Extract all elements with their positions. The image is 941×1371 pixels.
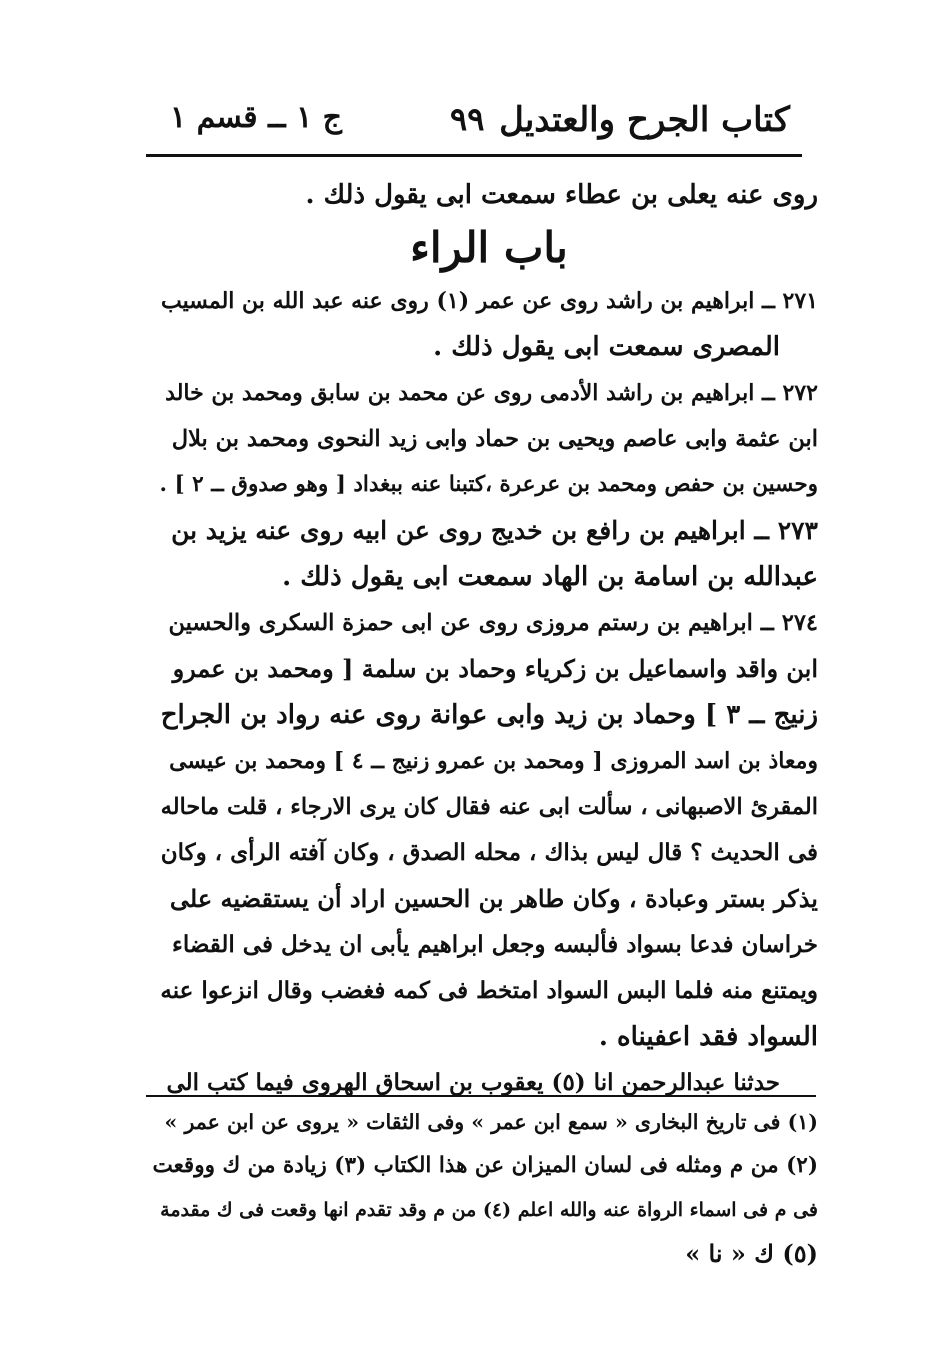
entry-271-line: ٢٧١ ــ ابراهيم بن راشد روى عن عمر (١) روى عنه عبد الله بن المسيب — [160, 288, 818, 314]
running-header — [150, 100, 790, 146]
text-line: يذكر بستر وعبادة ، وكان طاهر بن الحسين اراد أن يستقضيه على — [169, 884, 818, 913]
part-label: ج ١ ــ قسم ١ — [170, 100, 343, 135]
footnotes — [150, 1100, 818, 1276]
text-line: ابن عثمة وابى عاصم ويحيى بن حماد وابى زيد النحوى ومحمد بن بلال — [171, 426, 818, 452]
text-line: السواد فقد اعفيناه . — [598, 1022, 818, 1052]
text-line: ويمتنع منه فلما البس السواد امتخط فى كمه فغضب وقال انزعوا عنه — [160, 977, 818, 1004]
header-rule — [146, 154, 802, 157]
text-line: المقرئ الاصبهانى ، سألت ابى عنه فقال كان يرى الارجاء ، قلت ماحاله — [160, 794, 818, 820]
text-line: ابن واقد واسماعيل بن زكرياء وحماد بن سلمة [ ومحمد بن عمرو — [172, 654, 818, 683]
footnote-line: (٢) من م ومثله فى لسان الميزان عن هذا الكتاب (٣) زيادة من ك ووقعت — [152, 1153, 818, 1178]
text-line: حدثنا عبدالرحمن انا (٥) يعقوب بن اسحاق الهروى فيما كتب الى — [166, 1069, 780, 1096]
main-text — [160, 172, 818, 1106]
text-line: خراسان فدعا بسواد فألبسه وجعل ابراهيم يأبى ان يدخل فى القضاء — [172, 931, 818, 958]
page-number: ٩٩ — [450, 100, 485, 138]
chapter-heading: باب الراء — [410, 223, 568, 272]
entry-272-line: ٢٧٢ ــ ابراهيم بن راشد الأدمى روى عن محمد بن سابق ومحمد بن خالد — [165, 380, 818, 406]
footnote-rule — [146, 1095, 816, 1097]
text-line: عبدالله بن اسامة بن الهاد سمعت ابى يقول ذلك . — [282, 562, 818, 592]
entry-274-line: ٢٧٤ ــ ابراهيم بن رستم مروزى روى عن ابى حمزة السكرى والحسين — [168, 610, 818, 636]
text-line: المصرى سمعت ابى يقول ذلك . — [433, 332, 780, 362]
text-line: روى عنه يعلى بن عطاء سمعت ابى يقول ذلك . — [305, 180, 818, 210]
entry-273-line: ٢٧٣ ــ ابراهيم بن رافع بن خديج روى عن ابيه روى عنه يزيد بن — [171, 516, 818, 545]
text-line: ومعاذ بن اسد المروزى [ ومحمد بن عمرو زنيج ــ ٤ ] ومحمد بن عيسى — [169, 748, 818, 774]
book-title: كتاب الجرح والعتديل — [499, 100, 790, 140]
footnote-line: فى م فى اسماء الرواة عنه والله اعلم (٤) من م وقد تقدم انها وقعت فى ك مقدمة — [160, 1199, 818, 1221]
text-line: فى الحديث ؟ قال ليس بذاك ، محله الصدق ، وكان آفته الرأى ، وكان — [160, 839, 818, 866]
text-line: زنيج ــ ٣ ] وحماد بن زيد وابى عوانة روى عنه رواد بن الجراح — [160, 700, 818, 730]
footnote-line: (١) فى تاريخ البخارى « سمع ابن عمر » وفى الثقات « يروى عن ابن عمر » — [164, 1110, 818, 1134]
text-line: وحسين بن حفص ومحمد بن عرعرة ،كتبنا عنه ببغداد [ وهو صدوق ــ ٢ ] . — [160, 472, 818, 497]
footnote-line: (٥) ك « نا » — [685, 1239, 818, 1268]
